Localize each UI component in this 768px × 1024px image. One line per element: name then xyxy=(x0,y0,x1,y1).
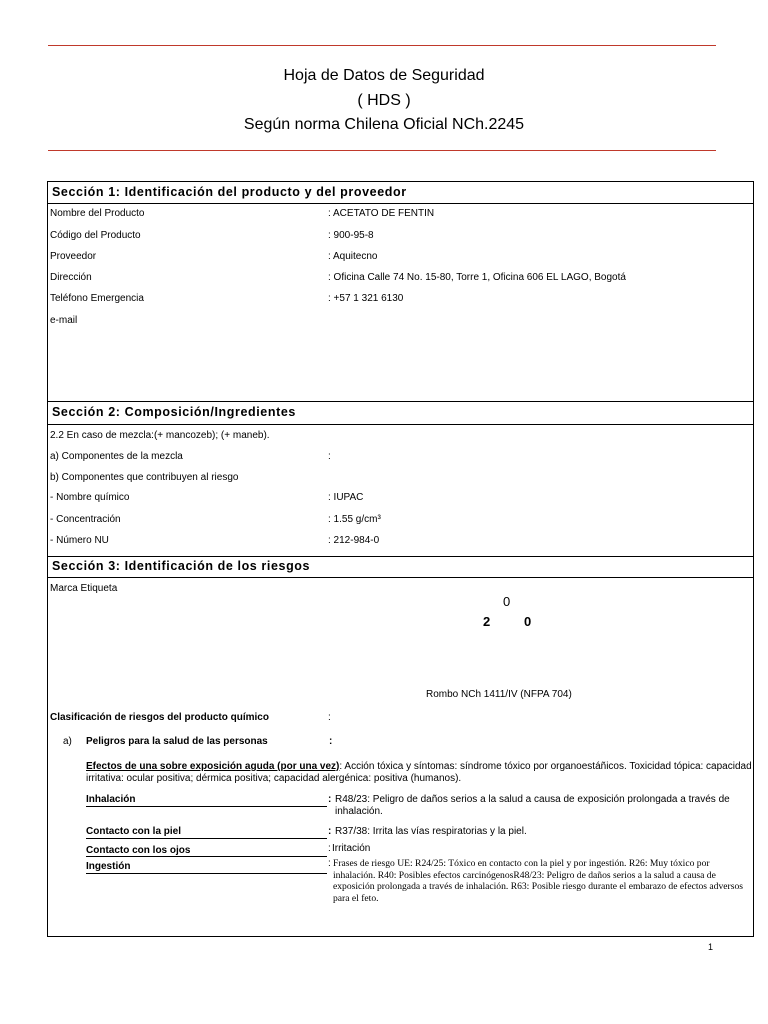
ingestion-text: Frases de riesgo UE: R24/25: Tóxico en contacto con la piel y por ingestión. R26: Muy tóxico por inhalación. R40: Posibles efectos carcinógenosR48/23: Peligro de daños serios a la salud a causa de exposición prolongada a través de inhalación. R63: Posible riesgo durante el embarazo de efectos adversos para el feto. xyxy=(333,858,743,904)
efectos-label: Efectos de una sobre exposición aguda (por una vez) xyxy=(86,761,340,772)
s2-label-mezcla: 2.2 En caso de mezcla:(+ mancozeb); (+ maneb). xyxy=(50,430,270,441)
s1-label-codigo: Código del Producto xyxy=(50,230,141,241)
s2-value-nombre-quimico: : IUPAC xyxy=(328,492,364,503)
clasificacion-label: Clasificación de riesgos del producto químico xyxy=(50,712,269,723)
inhalacion-underline xyxy=(86,806,327,807)
rombo-caption: Rombo NCh 1411/IV (NFPA 704) xyxy=(426,689,572,700)
inhalacion-text: R48/23: Peligro de daños serios a la salud a causa de exposición prolongada a través de inhalación. xyxy=(335,794,730,817)
s2-label-nombre-quimico: - Nombre químico xyxy=(50,492,130,503)
s3-marca-etiqueta: Marca Etiqueta xyxy=(50,583,118,594)
ingestion-underline xyxy=(86,873,327,874)
efectos-block xyxy=(86,761,754,784)
section3-top-divider xyxy=(47,556,754,557)
inhalacion-label: Inhalación xyxy=(86,794,136,805)
nfpa-diamond-top: 0 xyxy=(503,594,511,609)
doc-subtitle-hds: ( HDS ) xyxy=(357,92,411,109)
ojos-underline xyxy=(86,856,327,857)
nfpa-diamond-left: 2 xyxy=(483,614,491,629)
s1-value-telefono: : +57 1 321 6130 xyxy=(328,293,404,304)
section1-divider xyxy=(47,203,754,204)
piel-colon: : xyxy=(328,826,332,837)
header-bottom-rule xyxy=(48,150,716,151)
peligros-index: a) xyxy=(63,736,72,747)
header-top-rule xyxy=(48,45,716,46)
doc-title: Hoja de Datos de Seguridad xyxy=(283,67,485,84)
peligros-colon: : xyxy=(329,736,333,747)
s2-label-contribuyen: b) Componentes que contribuyen al riesgo xyxy=(50,472,239,483)
s2-value-componentes: : xyxy=(328,451,331,462)
s1-label-direccion: Dirección xyxy=(50,272,92,283)
ingestion-colon: : xyxy=(328,858,331,869)
efectos-text: : Acción tóxica y síntomas: síndrome tóxico por organoestáñicos. Toxicidad tópica: capacidad irritativa: ocular positiva; dérmica positiva; capacidad alergénica: positiva (humanos). xyxy=(86,761,752,784)
s1-label-telefono: Teléfono Emergencia xyxy=(50,293,144,304)
section3-divider xyxy=(47,577,754,578)
nfpa-diamond-right: 0 xyxy=(524,614,532,629)
clasificacion-colon: : xyxy=(328,712,331,723)
s1-label-nombre: Nombre del Producto xyxy=(50,208,145,219)
doc-norma: Según norma Chilena Oficial NCh.2245 xyxy=(243,116,525,133)
piel-underline xyxy=(86,838,327,839)
s2-label-componentes: a) Componentes de la mezcla xyxy=(50,451,183,462)
section2-top-divider xyxy=(47,401,754,402)
s2-value-concentracion: : 1.55 g/cm³ xyxy=(328,514,381,525)
ingestion-label: Ingestión xyxy=(86,861,131,872)
section2-divider xyxy=(47,424,754,425)
s2-label-numero-nu: - Número NU xyxy=(50,535,109,546)
section1-title: Sección 1: Identificación del producto y del proveedor xyxy=(52,185,407,199)
piel-label: Contacto con la piel xyxy=(86,826,182,837)
s1-label-proveedor: Proveedor xyxy=(50,251,97,262)
section2-title: Sección 2: Composición/Ingredientes xyxy=(52,405,296,419)
ojos-label: Contacto con los ojos xyxy=(86,845,191,856)
s2-label-concentracion: - Concentración xyxy=(50,514,121,525)
piel-text: R37/38: Irrita las vías respiratorias y la piel. xyxy=(335,826,527,837)
section3-title: Sección 3: Identificación de los riesgos xyxy=(52,559,311,573)
s1-value-proveedor: : Aquitecno xyxy=(328,251,378,262)
s1-label-email: e-mail xyxy=(50,315,78,326)
s2-value-numero-nu: : 212-984-0 xyxy=(328,535,380,546)
ojos-colon: : xyxy=(328,843,331,854)
s1-value-codigo: : 900-95-8 xyxy=(328,230,374,241)
peligros-label: Peligros para la salud de las personas xyxy=(86,736,268,747)
s1-value-direccion: : Oficina Calle 74 No. 15-80, Torre 1, Oficina 606 EL LAGO, Bogotá xyxy=(328,272,626,283)
inhalacion-colon: : xyxy=(328,794,332,805)
s1-value-nombre: : ACETATO DE FENTIN xyxy=(328,208,435,219)
page-number: 1 xyxy=(708,942,714,952)
ojos-text: Irritación xyxy=(332,843,371,854)
